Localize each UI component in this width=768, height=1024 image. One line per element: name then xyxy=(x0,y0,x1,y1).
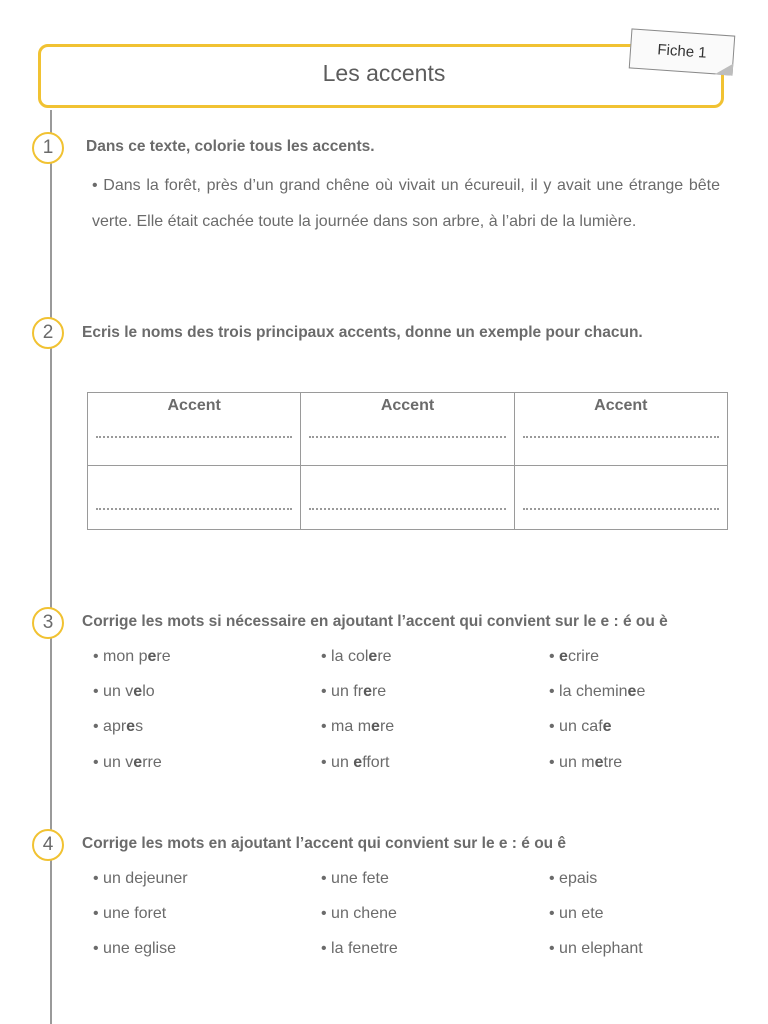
exercise-1-text: • Dans la forêt, près d’un grand chêne où vivait un écureuil, il y avait une étrange bête verte. Elle était cachée toute la journée dans son arbre, à l’abri de la lumière. xyxy=(92,177,720,230)
accent-cell[interactable] xyxy=(88,393,301,466)
word-item: • ecrire xyxy=(549,648,600,665)
page-fold-icon xyxy=(715,62,734,75)
word-item: • la cheminee xyxy=(549,683,646,700)
example-cell[interactable] xyxy=(301,466,514,530)
exercise-4-instruction: Corrige les mots en ajoutant l’accent qui convient sur le e : é ou ê xyxy=(82,835,567,852)
answer-line[interactable] xyxy=(309,436,505,438)
answer-line[interactable] xyxy=(523,436,719,438)
exercise-3-instruction: Corrige les mots si nécessaire en ajoutant l’accent qui convient sur le e : é ou è xyxy=(82,613,668,630)
sheet-tag xyxy=(629,28,736,75)
accent-table xyxy=(87,392,728,530)
word-item: • une foret xyxy=(93,905,167,922)
example-cell[interactable] xyxy=(88,466,301,530)
word-item: • un ete xyxy=(549,905,604,922)
accent-column-header: Accent xyxy=(380,397,435,414)
word-item: • un cafe xyxy=(549,718,612,735)
word-item: • apres xyxy=(93,718,144,735)
word-item: • epais xyxy=(549,870,598,887)
word-item: • un chene xyxy=(321,905,397,922)
word-item: • un verre xyxy=(93,754,162,771)
exercise-1-instruction: Dans ce texte, colorie tous les accents. xyxy=(86,138,375,155)
word-item: • la fenetre xyxy=(321,940,398,957)
word-item: • un velo xyxy=(93,683,155,700)
word-item: • un dejeuner xyxy=(93,870,188,887)
word-item: • une fete xyxy=(321,870,389,887)
accent-cell[interactable] xyxy=(514,393,727,466)
accent-cell[interactable] xyxy=(301,393,514,466)
example-cell[interactable] xyxy=(514,466,727,530)
word-item: • un elephant xyxy=(549,940,643,957)
word-item: • un frere xyxy=(321,683,387,700)
word-item: • ma mere xyxy=(321,718,395,735)
answer-line[interactable] xyxy=(96,436,292,438)
word-item: • mon pere xyxy=(93,648,171,665)
word-item: • un effort xyxy=(321,754,390,771)
exercise-1-number: 1 xyxy=(32,132,64,164)
answer-line[interactable] xyxy=(523,508,719,510)
exercise-2-number: 2 xyxy=(32,317,64,349)
answer-line[interactable] xyxy=(309,508,505,510)
timeline-line xyxy=(50,110,52,1024)
exercise-4-number: 4 xyxy=(32,829,64,861)
page-title: Les accents xyxy=(322,60,446,86)
sheet-tag-label: Fiche 1 xyxy=(656,41,708,62)
accent-column-header: Accent xyxy=(594,397,648,414)
word-item: • la colere xyxy=(321,648,392,665)
answer-line[interactable] xyxy=(96,508,292,510)
exercise-2-instruction: Ecris le noms des trois principaux accents, donne un exemple pour chacun. xyxy=(82,324,643,341)
accent-column-header: Accent xyxy=(167,397,221,414)
word-item: • une eglise xyxy=(93,940,176,957)
word-item: • un metre xyxy=(549,754,623,771)
exercise-3-number: 3 xyxy=(32,607,64,639)
